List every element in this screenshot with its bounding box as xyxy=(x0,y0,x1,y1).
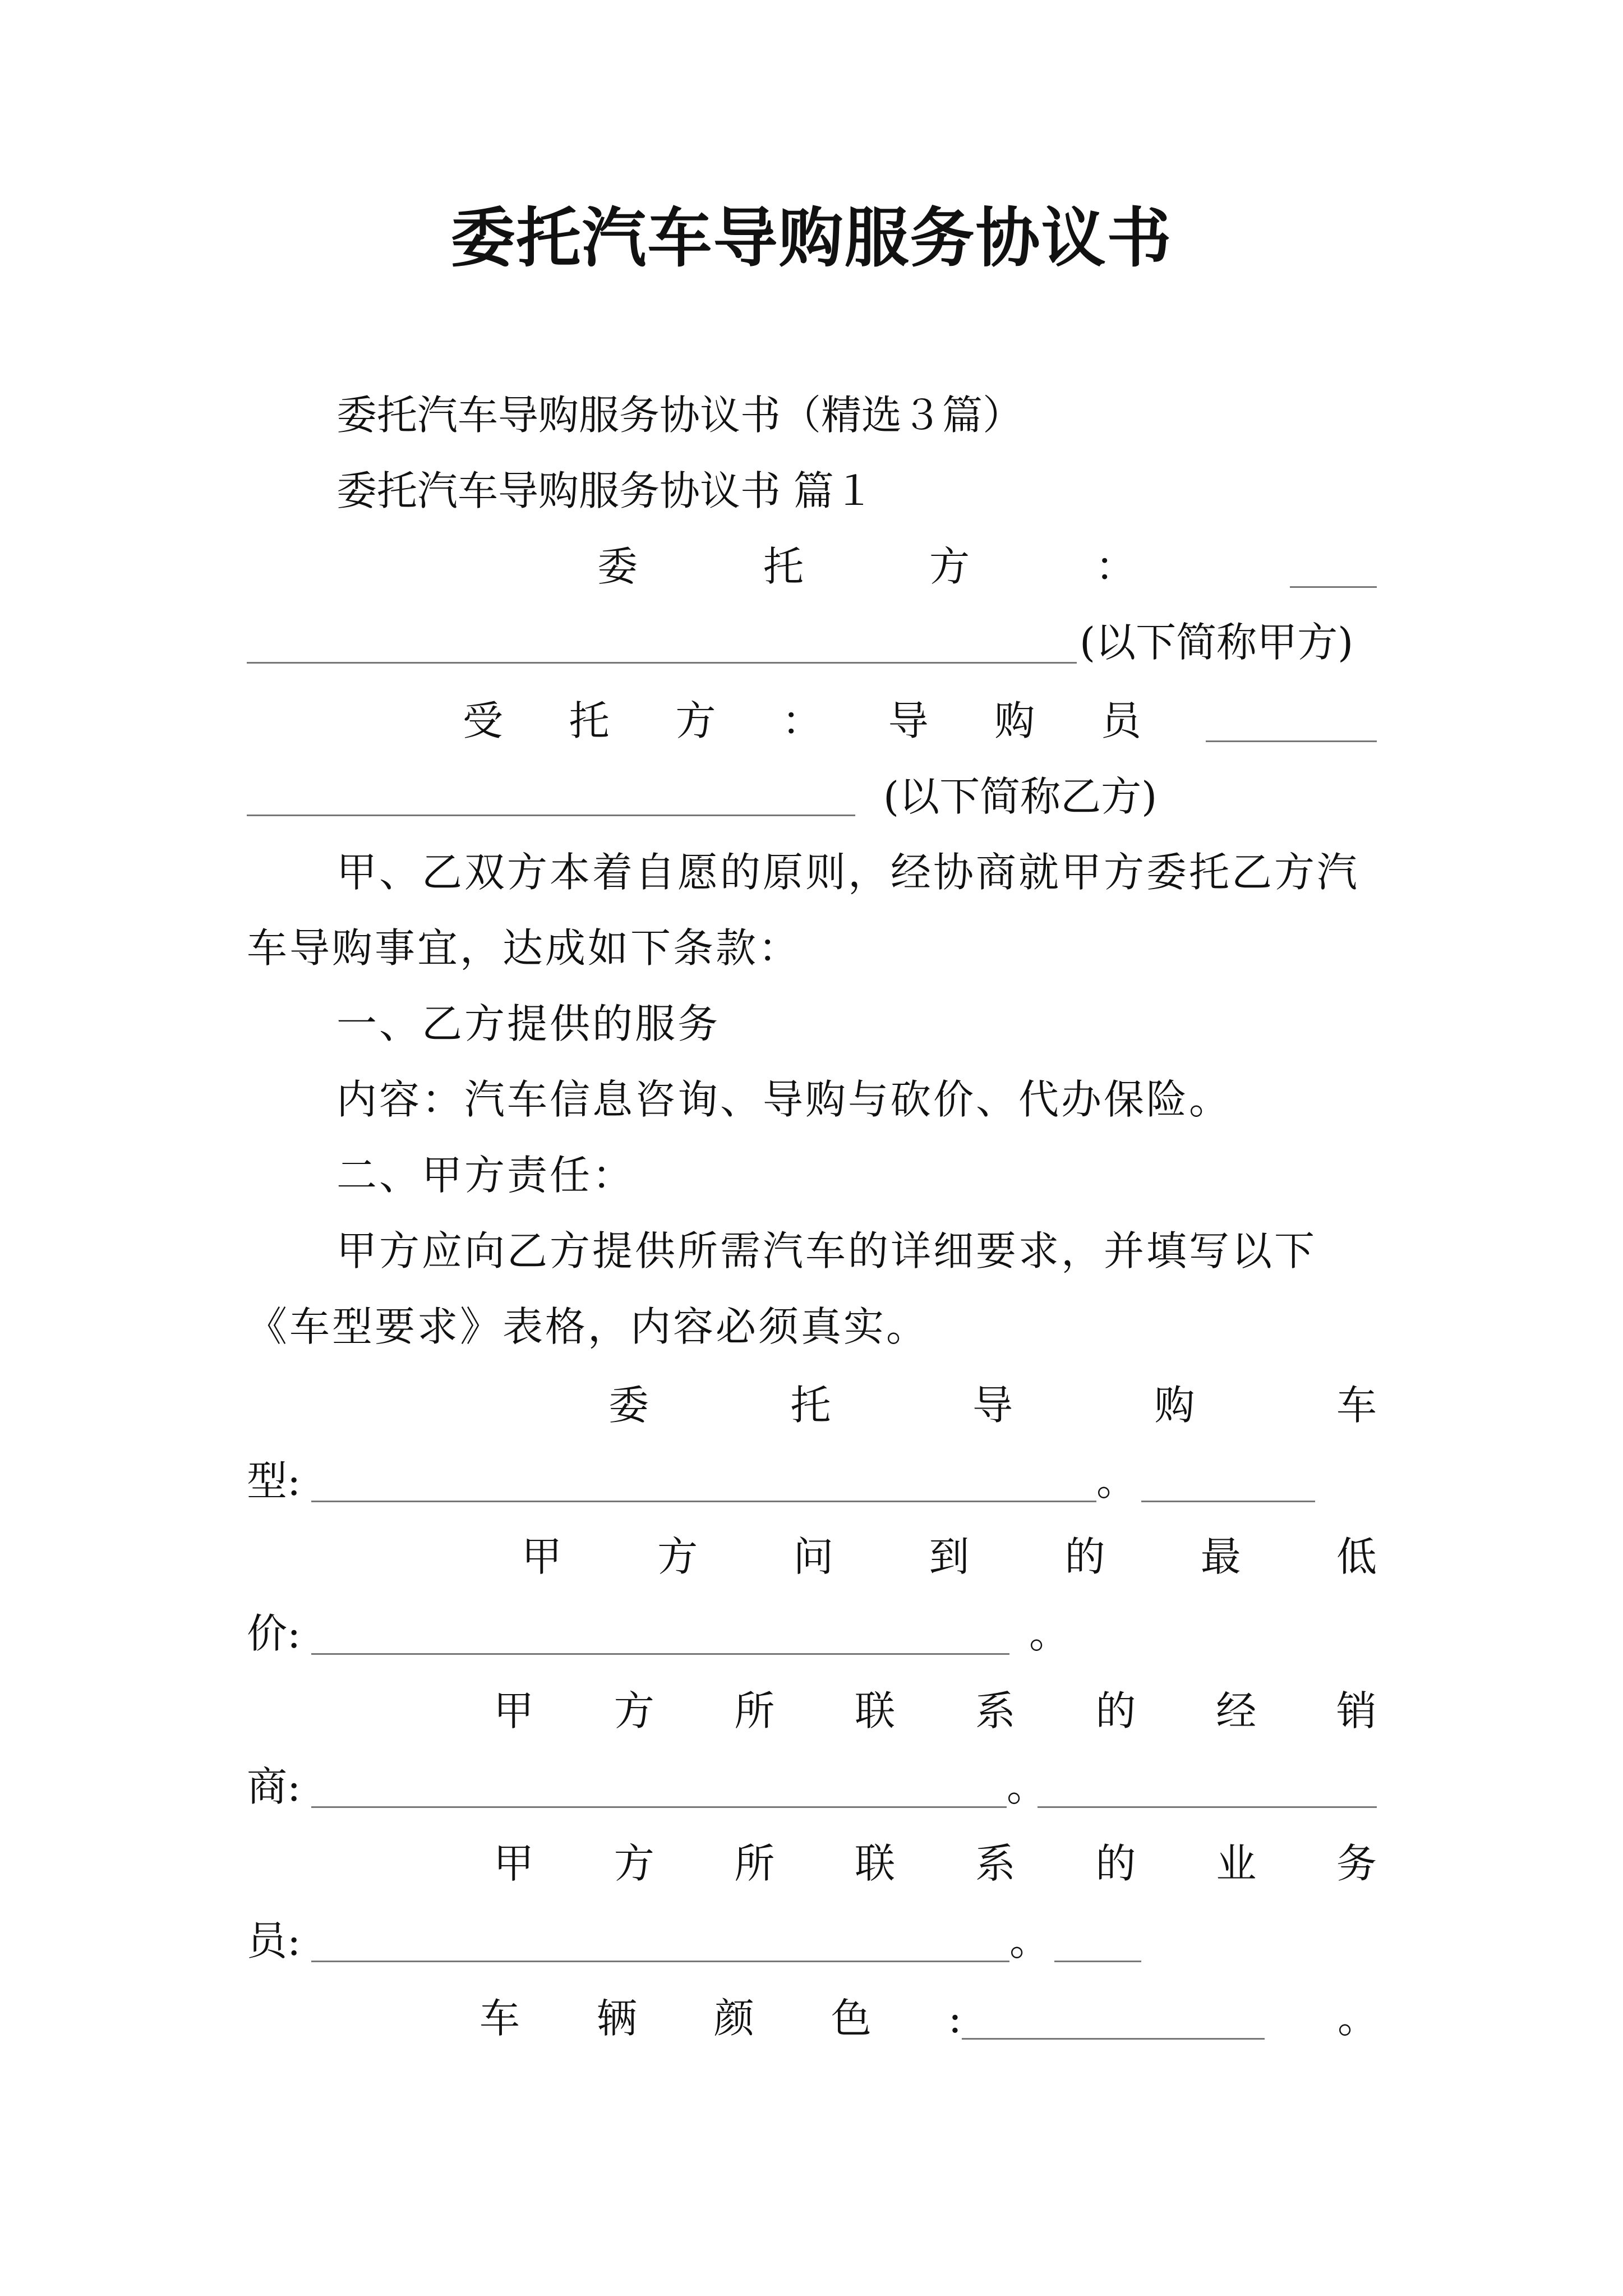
client-suffix: (以下简称甲方) xyxy=(1080,619,1354,666)
field-color-label: 车 辆 颜 色 : xyxy=(479,1995,962,2042)
field-dealer-blank-1[interactable] xyxy=(311,1806,1007,1808)
field-price-label-end: 价: xyxy=(247,1610,301,1657)
agent-blank-1[interactable] xyxy=(1206,740,1377,742)
field-dealer-label: 甲 方 所 联 系 的 经 销 xyxy=(494,1687,1377,1734)
document-subtitle: 委托汽车导购服务协议书（精选３篇） xyxy=(336,392,1023,439)
field-sales-blank-2[interactable] xyxy=(1054,1961,1141,1962)
field-sales-label: 甲 方 所 联 系 的 业 务 xyxy=(494,1840,1377,1887)
field-model-period: 。 xyxy=(1096,1457,1137,1504)
field-model-label: 委 托 导 购 车 xyxy=(608,1382,1377,1429)
field-color-blank[interactable] xyxy=(962,2038,1265,2040)
intro-line-2: 车导购事宜，达成如下条款： xyxy=(247,924,801,972)
clause-1-heading: 一、乙方提供的服务 xyxy=(336,1000,721,1047)
document-title: 委托汽车导购服务协议书 xyxy=(450,200,1173,276)
field-model-label-end: 型: xyxy=(247,1457,301,1504)
agent-blank-2[interactable] xyxy=(247,815,855,816)
client-blank-2[interactable] xyxy=(247,662,1077,664)
clause-2-line-1: 甲方应向乙方提供所需汽车的详细要求，并填写以下 xyxy=(336,1227,1317,1274)
intro-line-1: 甲、乙双方本着自愿的原则，经协商就甲方委托乙方汽 xyxy=(336,849,1360,896)
field-dealer-label-end: 商: xyxy=(247,1763,301,1810)
field-model-blank-2[interactable] xyxy=(1141,1501,1315,1502)
field-price-period: 。 xyxy=(1029,1610,1070,1657)
agent-suffix: (以下简称乙方) xyxy=(883,773,1158,820)
field-dealer-blank-2[interactable] xyxy=(1038,1806,1377,1808)
client-blank-1[interactable] xyxy=(1290,586,1377,588)
field-sales-blank-1[interactable] xyxy=(311,1961,1009,1962)
field-sales-period: 。 xyxy=(1009,1917,1050,1964)
field-sales-label-end: 员: xyxy=(247,1917,301,1964)
field-price-label: 甲 方 问 到 的 最 低 xyxy=(522,1533,1377,1580)
clause-2-line-2: 《车型要求》表格，内容必须真实。 xyxy=(247,1303,929,1350)
agent-label: 受 托 方 ： 导 购 员 xyxy=(463,697,1141,744)
section-title: 委托汽车导购服务协议书 篇１ xyxy=(336,467,874,514)
field-price-blank[interactable] xyxy=(311,1653,1009,1655)
field-dealer-period: 。 xyxy=(1007,1763,1048,1810)
clause-1-content: 内容：汽车信息咨询、导购与砍价、代办保险。 xyxy=(336,1076,1232,1123)
client-label: 委 托 方 ： xyxy=(597,543,1136,590)
field-model-blank-1[interactable] xyxy=(311,1501,1096,1502)
field-color-period: 。 xyxy=(1338,1995,1378,2042)
clause-2-heading: 二、甲方责任： xyxy=(336,1152,635,1199)
